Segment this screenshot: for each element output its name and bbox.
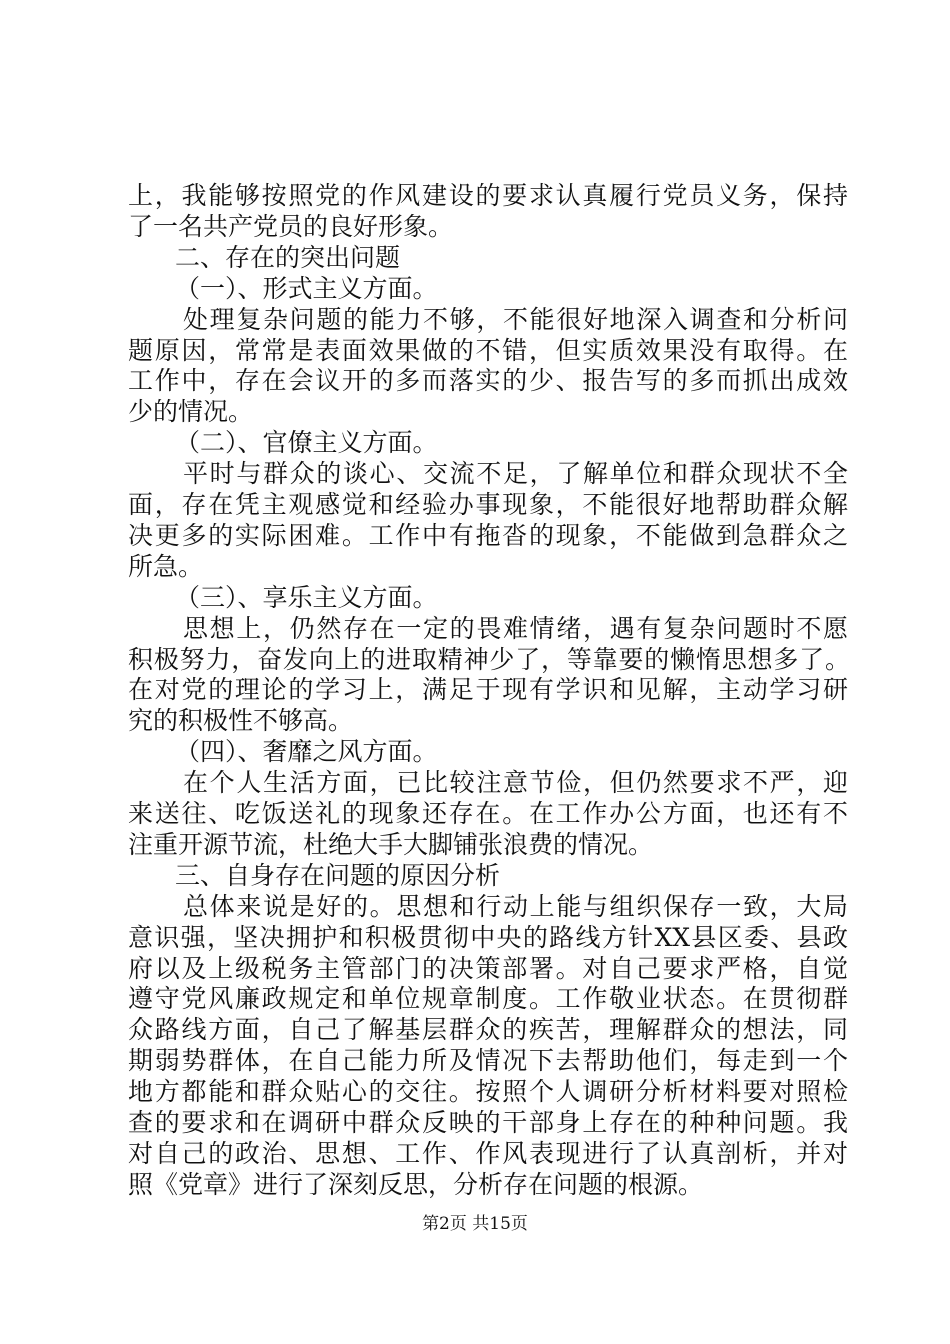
subsection-heading: （一）、形式主义方面。 — [175, 273, 438, 303]
body-line: 意识强，坚决拥护和积极贯彻中央的路线方针XX县区委、县政 — [128, 922, 848, 952]
body-line: 照《党章》进行了深刻反思，分析存在问题的根源。 — [128, 1169, 704, 1199]
body-line: 积极努力，奋发向上的进取精神少了，等靠要的懒惰思想多了。 — [128, 644, 850, 674]
body-line: 对自己的政治、思想、工作、作风表现进行了认真剖析，并对 — [128, 1138, 848, 1168]
body-line: 上，我能够按照党的作风建设的要求认真履行党员义务，保持 — [128, 181, 848, 210]
body-line: 平时与群众的谈心、交流不足，了解单位和群众现状不全 — [183, 459, 848, 489]
page-number-footer: 第2页 共15页 — [422, 1214, 528, 1234]
body-line: 来送往、吃饭送礼的现象还存在。在工作办公方面，也还有不 — [128, 799, 848, 828]
body-line: 地方都能和群众贴心的交往。按照个人调研分析材料要对照检 — [128, 1077, 848, 1107]
body-line: 处理复杂问题的能力不够，不能很好地深入调查和分析问 — [183, 304, 848, 334]
body-line: 决更多的实际困难。工作中有拖沓的现象，不能做到急群众之 — [128, 520, 848, 550]
body-line: 了一名共产党员的良好形象。 — [128, 211, 454, 241]
body-line: 在对党的理论的学习上，满足于现有学识和见解，主动学习研 — [128, 675, 848, 705]
body-line: 究的积极性不够高。 — [128, 706, 354, 736]
section-heading: 三、自身存在问题的原因分析 — [175, 860, 501, 890]
body-line: 注重开源节流，杜绝大手大脚铺张浪费的情况。 — [128, 829, 654, 859]
body-line: 少的情况。 — [128, 397, 254, 427]
body-line: 遵守党风廉政规定和单位规章制度。工作敬业状态。在贯彻群 — [128, 984, 848, 1014]
body-line: 总体来说是好的。思想和行动上能与组织保存一致，大局 — [183, 891, 848, 921]
body-line: 众路线方面，自己了解基层群众的疾苦，理解群众的想法，同 — [128, 1015, 848, 1045]
subsection-heading: （三）、享乐主义方面。 — [175, 582, 438, 612]
body-line: 题原因，常常是表面效果做的不错，但实质效果没有取得。在 — [128, 335, 848, 365]
body-line: 府以及上级税务主管部门的决策部署。对自己要求严格，自觉 — [128, 953, 848, 983]
body-line: 在个人生活方面，已比较注意节俭，但仍然要求不严，迎 — [183, 768, 848, 798]
body-line: 期弱势群体，在自己能力所及情况下去帮助他们，每走到一个 — [128, 1046, 848, 1076]
body-line: 思想上，仍然存在一定的畏难情绪，遇有复杂问题时不愿 — [183, 613, 848, 643]
body-line: 查的要求和在调研中群众反映的干部身上存在的种种问题。我 — [128, 1108, 848, 1137]
section-heading: 二、存在的突出问题 — [175, 242, 401, 272]
body-line: 工作中，存在会议开的多而落实的少、报告写的多而抓出成效 — [128, 366, 848, 396]
subsection-heading: （四）、奢靡之风方面。 — [175, 737, 438, 767]
body-line: 面，存在凭主观感觉和经验办事现象，不能很好地帮助群众解 — [128, 490, 848, 519]
subsection-heading: （二）、官僚主义方面。 — [175, 428, 438, 458]
body-line: 所急。 — [128, 551, 204, 581]
